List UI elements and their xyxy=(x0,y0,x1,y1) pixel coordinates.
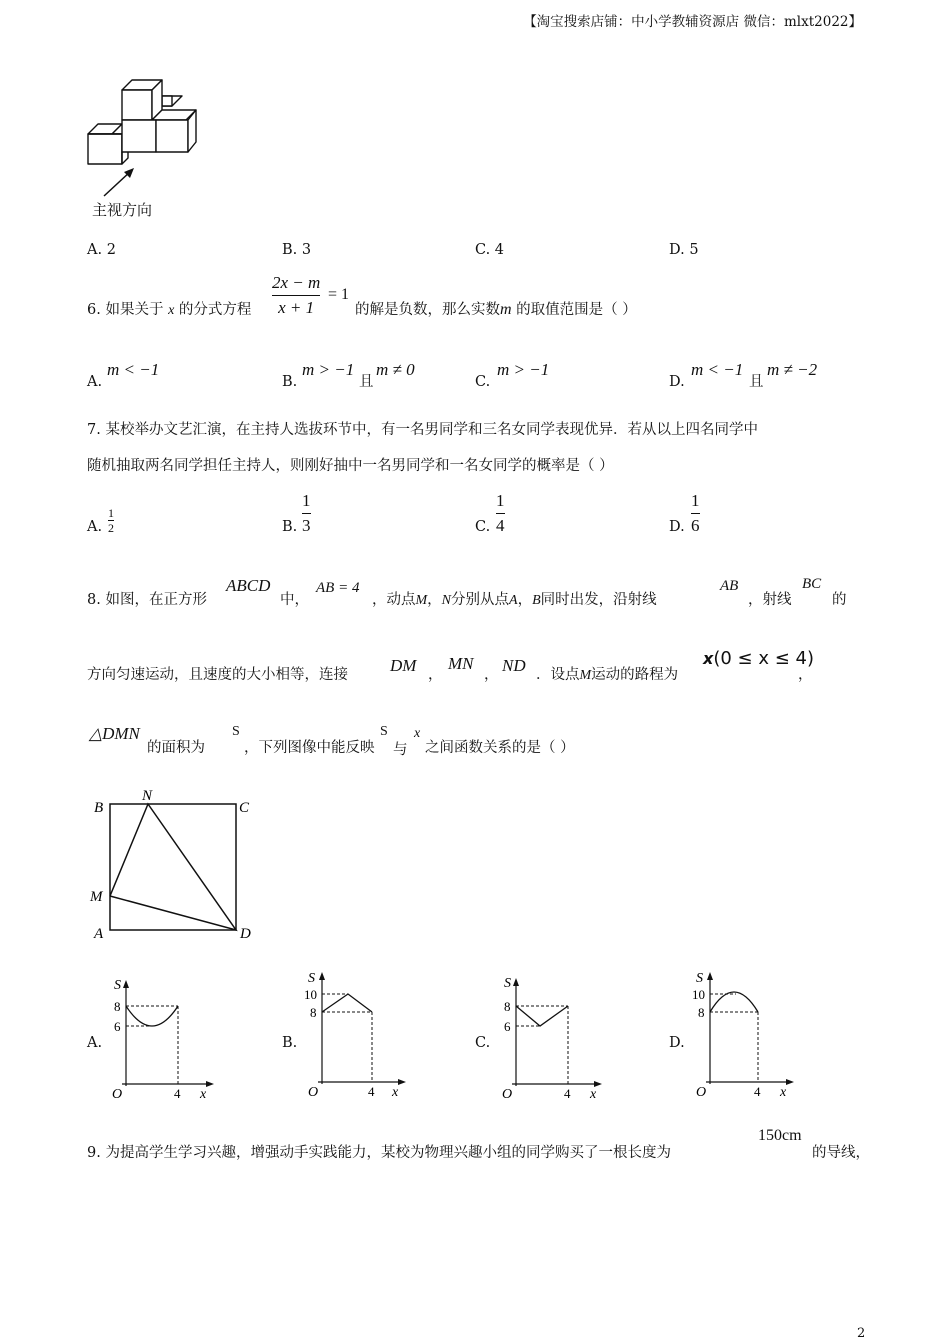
svg-text:8: 8 xyxy=(698,1005,705,1020)
triangle-dmn xyxy=(110,804,236,930)
q8-ab-eq-4: AB = 4 xyxy=(316,580,360,596)
y-axis-label: S xyxy=(114,978,121,993)
svg-text:O: O xyxy=(502,1087,513,1102)
q8-line3-b: ，下列图像中能反映 xyxy=(244,740,375,756)
q8-dm: DM xyxy=(390,656,417,675)
q8-line2-c: ， xyxy=(484,667,499,683)
q8-triangle-dmn: △DMN xyxy=(89,724,140,743)
q8-x-range: x(0 ≤ x ≤ 4) xyxy=(703,648,814,669)
x-axis-label: x xyxy=(200,1087,207,1102)
q8-ray-bc: BC xyxy=(802,576,822,592)
q8-stem-b: 中， xyxy=(280,592,309,608)
y-tick-top: 8 xyxy=(114,999,121,1014)
svg-text:O: O xyxy=(308,1085,319,1100)
label-n: N xyxy=(142,788,153,804)
q8-graph-c[interactable] xyxy=(496,972,604,1104)
page-number: 2 xyxy=(857,1326,866,1341)
label-d: D xyxy=(240,926,251,942)
q9-length: 150cm xyxy=(758,1127,802,1144)
q7-option-a-fraction[interactable]: 1 2 xyxy=(108,506,114,535)
q9-stem: 9. 为提高学生学习兴趣，增强动手实践能力，某校为物理兴趣小组的同学购买了一根长度为 xyxy=(87,1145,671,1161)
q8-stem-a: 8. 如图，在正方形 xyxy=(87,592,207,608)
q8-graph-a[interactable] xyxy=(108,974,216,1104)
q6-fraction: 2x − m x + 1 xyxy=(272,273,321,317)
q5-option-c[interactable]: C. 4 xyxy=(475,242,505,258)
q5-option-b[interactable]: B. 3 xyxy=(282,242,312,258)
q5-option-a[interactable]: A. 2 xyxy=(87,242,116,258)
svg-text:x: x xyxy=(590,1087,597,1102)
q7-option-c-letter[interactable]: C. xyxy=(475,519,491,535)
label-m: M xyxy=(90,889,103,905)
svg-text:x: x xyxy=(392,1085,399,1100)
page-header: 【淘宝搜索店铺：中小学教辅资源店 微信：mlxt2022】 xyxy=(523,14,862,30)
q8-mn: MN xyxy=(448,654,474,673)
q8-nd: ND xyxy=(502,656,526,675)
x-tick-label: 4 xyxy=(174,1086,181,1101)
cube-stack-figure xyxy=(84,76,204,168)
q8-line2-d: ．设点M运动的路程为 xyxy=(536,667,679,683)
svg-text:10: 10 xyxy=(692,987,705,1002)
q8-line2-b: ， xyxy=(428,667,443,683)
q8-graph-b[interactable] xyxy=(300,966,408,1102)
q6-rhs: = 1 xyxy=(328,286,350,303)
q7-option-b-letter[interactable]: B. xyxy=(282,519,298,535)
q5-option-d[interactable]: D. 5 xyxy=(669,242,699,258)
q8-s2: S xyxy=(380,724,388,739)
q6-stem-tail: 的解是负数，那么实数m 的取值范围是（ ） xyxy=(355,301,637,318)
svg-text:S: S xyxy=(696,971,703,986)
q8-stem-c: ，动点M，N分别从点A，B同时出发，沿射线 xyxy=(372,592,657,608)
square-abcd-figure xyxy=(88,786,260,946)
q8-stem-e: 的 xyxy=(832,592,847,608)
label-c: C xyxy=(239,800,250,816)
q7-stem-line2: 随机抽取两名同学担任主持人，则刚好抽中一名男同学和一名女同学的概率是（ ） xyxy=(87,458,614,474)
q8-line3-a: 的面积为 xyxy=(147,740,205,756)
svg-text:10: 10 xyxy=(304,987,317,1002)
q7-option-b-fraction[interactable]: 1 3 xyxy=(302,491,311,535)
q9-stem-tail: 的导线， xyxy=(812,1145,870,1161)
svg-text:S: S xyxy=(504,976,511,991)
q8-line2-a: 方向匀速运动，且速度的大小相等，连接 xyxy=(87,667,348,683)
q8-graph-d-letter[interactable]: D. xyxy=(669,1035,685,1051)
y-tick-low: 6 xyxy=(114,1019,121,1034)
q8-graph-a-letter[interactable]: A. xyxy=(87,1035,103,1051)
view-direction-arrow xyxy=(100,166,140,200)
svg-text:8: 8 xyxy=(504,999,511,1014)
label-a: A xyxy=(94,926,104,942)
svg-text:4: 4 xyxy=(564,1086,571,1101)
q7-option-a-letter[interactable]: A. xyxy=(87,519,103,535)
q8-abcd: ABCD xyxy=(226,576,271,595)
svg-text:4: 4 xyxy=(368,1084,375,1099)
q8-stem-d: ，射线 xyxy=(748,592,792,608)
q7-option-c-fraction[interactable]: 1 4 xyxy=(496,491,505,535)
q8-graph-d[interactable] xyxy=(688,966,796,1102)
svg-text:S: S xyxy=(308,971,315,986)
q8-line3-c: 与 xyxy=(393,742,408,758)
q8-graph-b-letter[interactable]: B. xyxy=(282,1035,298,1051)
q6-stem: 6. 如果关于 x 的分式方程 xyxy=(87,302,252,318)
q8-x2: x xyxy=(414,726,421,741)
view-direction-label: 主视方向 xyxy=(92,201,153,219)
q7-option-d-fraction[interactable]: 1 6 xyxy=(691,491,700,535)
q8-line2-f: ， xyxy=(798,667,813,683)
q8-ray-ab: AB xyxy=(720,578,739,594)
label-b: B xyxy=(94,800,104,816)
svg-text:4: 4 xyxy=(754,1084,761,1099)
origin-label: O xyxy=(112,1087,123,1102)
q7-option-d-letter[interactable]: D. xyxy=(669,519,685,535)
q8-graph-c-letter[interactable]: C. xyxy=(475,1035,491,1051)
svg-text:6: 6 xyxy=(504,1019,511,1034)
q7-stem-line1: 7. 某校举办文艺汇演，在主持人选拔环节中，有一名男同学和三名女同学表现优异．若从以上四名同学中 xyxy=(87,422,758,438)
square-outline xyxy=(110,804,236,930)
svg-text:x: x xyxy=(780,1085,787,1100)
svg-text:O: O xyxy=(696,1085,707,1100)
q8-s: S xyxy=(232,724,240,739)
svg-text:8: 8 xyxy=(310,1005,317,1020)
q8-line3-d: 之间函数关系的是（ ） xyxy=(425,740,575,756)
